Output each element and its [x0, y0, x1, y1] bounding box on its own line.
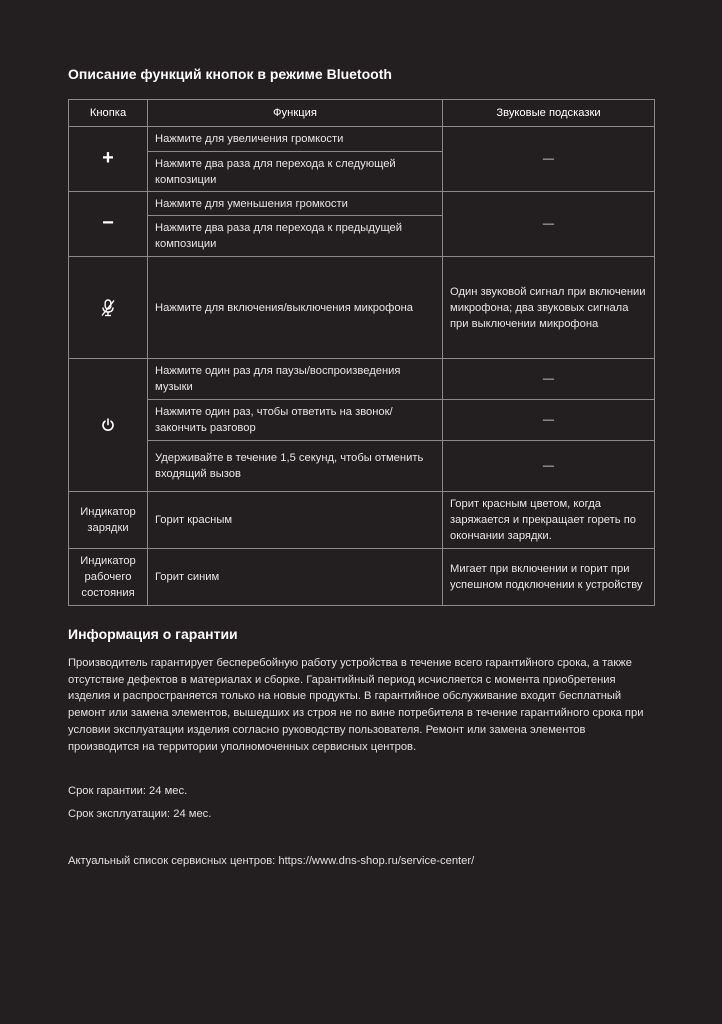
function-cell: Горит синим: [148, 549, 443, 606]
mic-button-cell: [69, 257, 148, 359]
table-row: [69, 400, 655, 441]
function-cell: Нажмите два раза для перехода к предыдущей композиции: [148, 216, 443, 257]
table-row: [69, 549, 655, 606]
header-button: Кнопка: [69, 100, 148, 127]
table-row: [69, 359, 655, 400]
section-title: Описание функций кнопок в режиме Bluetooth: [68, 66, 392, 82]
table-row: [69, 127, 655, 152]
charge-indicator-label: Индикатор зарядки: [69, 492, 148, 549]
minus-button-cell: [69, 192, 148, 257]
function-cell: Нажмите один раз для паузы/воспроизведения музыки: [148, 359, 443, 400]
sound-cell: Горит красным цветом, когда заряжается и прекращает гореть по окончании зарядки.: [443, 492, 655, 549]
function-cell: Нажмите для включения/выключения микрофона: [148, 257, 443, 359]
sound-cell: —: [443, 400, 655, 441]
sound-cell: Мигает при включении и горит при успешном подключении к устройству: [443, 549, 655, 606]
function-cell: Нажмите для увеличения громкости: [148, 127, 443, 152]
microphone-mute-icon: [100, 299, 116, 317]
table-row: [69, 492, 655, 549]
function-cell: Нажмите для уменьшения громкости: [148, 192, 443, 216]
table-row: [69, 192, 655, 216]
header-sound: Звуковые подсказки: [443, 100, 655, 127]
sound-cell: —: [443, 192, 655, 257]
sound-cell: Один звуковой сигнал при включении микрофона; два звуковых сигнала при выключении микрофона: [443, 257, 655, 359]
function-cell: Удерживайте в течение 1,5 секунд, чтобы отменить входящий вызов: [148, 441, 443, 492]
power-button-cell: [69, 359, 148, 492]
status-indicator-label: Индикатор рабочего состояния: [69, 549, 148, 606]
warranty-title: Информация о гарантии: [68, 626, 238, 642]
function-cell: Нажмите один раз, чтобы ответить на звонок/ закончить разговор: [148, 400, 443, 441]
sound-cell: —: [443, 359, 655, 400]
service-life: Срок эксплуатации: 24 мес.: [68, 808, 212, 820]
function-cell: Горит красным: [148, 492, 443, 549]
header-function: Функция: [148, 100, 443, 127]
minus-icon: −: [102, 211, 114, 234]
warranty-text: Производитель гарантирует бесперебойную работу устройства в течение всего гарантийного срока, а также отсутствие дефектов в материалах и сборке. Гарантийный период исчисляется с момента приобретения изделия и распространяется только на новые продукты. В гарантийное обслуживание входит бесплатный ремонт или замена элементов, вышедших из строя не по вине потребителя в течение гарантийного срока при условии эксплуатации изделия согласно руководству пользователя. Ремонт или замена элементов производится на территории уполномоченных сервисных центров.: [68, 657, 644, 753]
warranty-period: Срок гарантии: 24 мес.: [68, 785, 188, 797]
sound-cell: —: [443, 127, 655, 192]
sound-cell: —: [443, 441, 655, 492]
plus-button-cell: [69, 127, 148, 192]
table-row: [69, 257, 655, 359]
table-row: [69, 441, 655, 492]
function-cell: Нажмите два раза для перехода к следующей композиции: [148, 152, 443, 192]
table-header-row: [69, 100, 655, 127]
plus-icon: +: [102, 146, 114, 169]
service-centers-link[interactable]: Актуальный список сервисных центров: https://www.dns-shop.ru/service-center/: [68, 855, 475, 867]
button-functions-table: [68, 99, 655, 606]
power-icon: [101, 418, 115, 432]
